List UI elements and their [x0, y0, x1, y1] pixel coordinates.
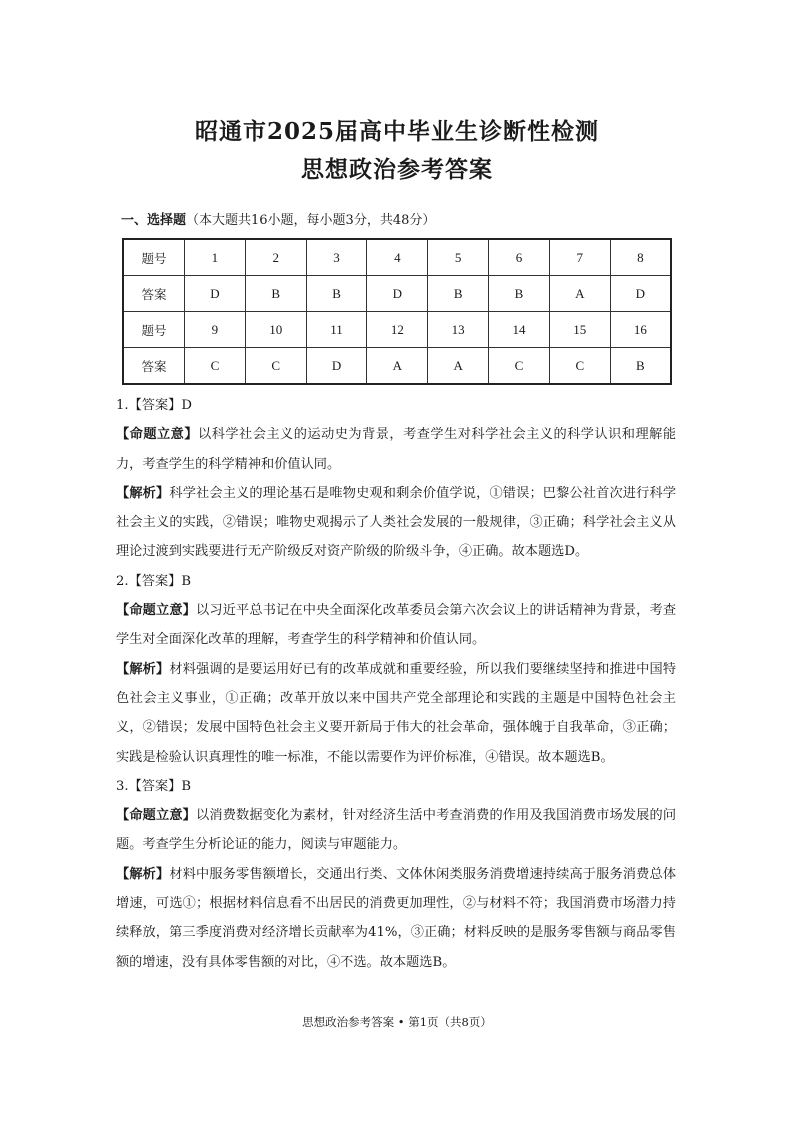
table-cell: D	[367, 276, 428, 312]
row-label: 答案	[123, 348, 185, 385]
table-row	[123, 348, 671, 385]
analysis-text: 材料强调的是要运用好已有的改革成就和重要经验，所以我们要继续坚持和推进中国特色社会主义事业，①正确；改革开放以来中国共产党全部理论和实践的主题是中国特色社会主义，②错误；发展中国特色社会主义要开新局于伟大的社会革命，强体魄于自我革命，③正确；实践是检验认识真理性的唯一标准，不能以需要作为评价标准，④错误。故本题选B。	[116, 661, 677, 765]
table-cell: A	[428, 348, 489, 385]
exam-title: 昭通市2025届高中毕业生诊断性检测	[194, 118, 599, 145]
intent-tag: 【命题立意】	[116, 427, 199, 443]
table-cell: 12	[367, 312, 428, 348]
table-row	[123, 239, 671, 276]
table-cell: C	[245, 348, 306, 385]
table-cell: 1	[185, 239, 246, 276]
analysis-tag: 【解析】	[116, 866, 170, 882]
table-cell: 7	[549, 239, 610, 276]
question-3-answer: 3.【答案】B	[116, 778, 192, 794]
table-cell: 2	[245, 239, 306, 276]
table-cell: C	[185, 348, 246, 385]
table-cell: 9	[185, 312, 246, 348]
row-label: 题号	[123, 312, 185, 348]
question-1-answer: 1.【答案】D	[116, 398, 192, 413]
table-cell: B	[610, 348, 671, 385]
table-cell: C	[489, 348, 550, 385]
analysis-text: 材料中服务零售额增长，交通出行类、文体休闲类服务消费增速持续高于服务消费总体增速，可选①；根据材料信息看不出居民的消费更加理性，②与材料不符；我国消费市场潜力持续释放，第三季度消费对经济增长贡献率为41%，③正确；材料反映的是服务零售额与商品零售额的增速，没有具体零售额的对比，④不选。故本题选B。	[116, 866, 677, 970]
table-cell: 16	[610, 312, 671, 348]
table-cell: 4	[367, 239, 428, 276]
intent-text: 以习近平总书记在中央全面深化改革委员会第六次会议上的讲话精神为背景，考查学生对全面深化改革的理解，考查学生的科学精神和价值认同。	[116, 603, 677, 648]
table-cell: 5	[428, 239, 489, 276]
intent-tag: 【命题立意】	[116, 603, 197, 619]
table-cell: 6	[489, 239, 550, 276]
section-heading-note: （本大题共16小题，每小题3分，共48分）	[186, 213, 436, 228]
question-2-intent	[116, 596, 676, 655]
question-2-analysis	[116, 655, 676, 772]
row-label: 答案	[123, 276, 185, 312]
question-3-analysis	[116, 860, 676, 977]
intent-text: 以消费数据变化为素材，针对经济生活中考查消费的作用及我国消费市场发展的问题。考查学生分析论证的能力，阅读与审题能力。	[116, 808, 677, 853]
table-cell: A	[367, 348, 428, 385]
table-cell: A	[549, 276, 610, 312]
section-heading-label: 一、选择题	[121, 213, 187, 228]
table-cell: 10	[245, 312, 306, 348]
answer-table	[122, 238, 672, 385]
table-row	[123, 312, 671, 348]
table-cell: 8	[610, 239, 671, 276]
table-cell: 3	[306, 239, 367, 276]
page-footer: 思想政治参考答案 • 第1页（共8页）	[302, 1015, 492, 1029]
table-row	[123, 276, 671, 312]
analysis-tag: 【解析】	[116, 485, 170, 501]
table-cell: D	[610, 276, 671, 312]
question-2-answer: 2.【答案】B	[116, 573, 192, 589]
table-cell: 11	[306, 312, 367, 348]
question-1-intent	[116, 420, 676, 479]
table-cell: C	[549, 348, 610, 385]
table-cell: B	[306, 276, 367, 312]
question-1-analysis	[116, 479, 676, 567]
table-cell: 15	[549, 312, 610, 348]
table-cell: B	[489, 276, 550, 312]
section-heading	[121, 212, 435, 230]
subject-title: 思想政治参考答案	[301, 156, 493, 183]
intent-tag: 【命题立意】	[116, 808, 197, 824]
intent-text: 以科学社会主义的运动史为背景，考查学生对科学社会主义的科学认识和理解能力，考查学生的科学精神和价值认同。	[116, 427, 677, 472]
analysis-text: 科学社会主义的理论基石是唯物史观和剩余价值学说，①错误；巴黎公社首次进行科学社会主义的实践，②错误；唯物史观揭示了人类社会发展的一般规律，③正确；科学社会主义从理论过渡到实践要进行无产阶级反对资产阶级的阶级斗争，④正确。故本题选D。	[116, 485, 677, 560]
row-label: 题号	[123, 239, 185, 276]
answer-explanations	[116, 391, 676, 977]
table-cell: D	[306, 348, 367, 385]
analysis-tag: 【解析】	[116, 661, 170, 677]
table-cell: B	[245, 276, 306, 312]
table-cell: 14	[489, 312, 550, 348]
table-cell: D	[185, 276, 246, 312]
question-3-intent	[116, 801, 676, 860]
table-cell: B	[428, 276, 489, 312]
table-cell: 13	[428, 312, 489, 348]
